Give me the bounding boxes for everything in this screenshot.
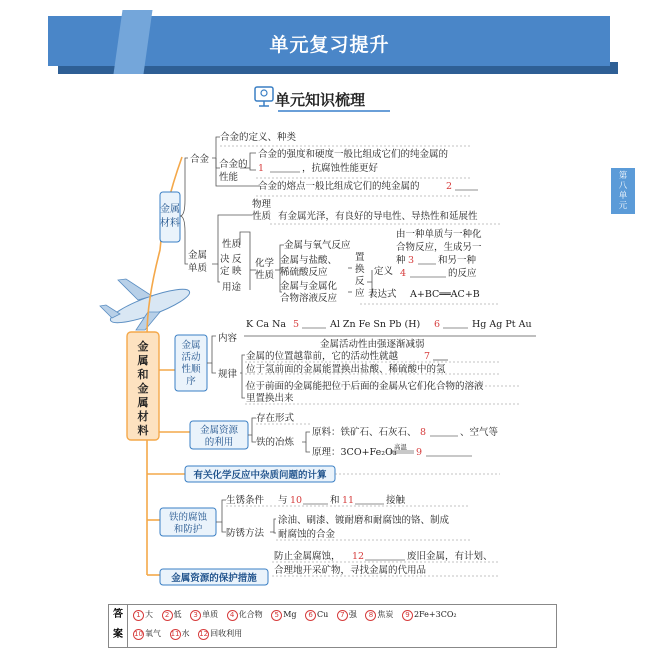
node-label: 有关化学反应中杂质问题的计算 <box>193 470 327 481</box>
series-a: K Ca Na <box>246 319 287 330</box>
node-metal-element: 金属 <box>188 250 208 261</box>
blank-circle: 3 <box>408 255 415 266</box>
expr: A+BC══AC+B <box>410 289 480 300</box>
answer-item: 5 Mg <box>271 610 296 619</box>
answer-label-char: 案 <box>113 629 123 640</box>
reflect-label: 映 <box>232 266 242 277</box>
rule-text: 位于前面的金属能把位于后面的金属从它们化合物的溶液 <box>246 381 484 392</box>
blank-circle: 1 <box>258 163 265 174</box>
cond-text: 和 <box>330 495 340 506</box>
acid-reaction: 稀硫酸反应 <box>280 267 328 278</box>
cond-text: 高温 <box>394 443 407 451</box>
answer-label-char: 答 <box>113 609 123 620</box>
blank-circle: 11 <box>342 495 355 506</box>
def-text: 和另一种 <box>438 255 477 266</box>
displace-label: 换 <box>355 264 365 275</box>
protect-text: 合理地开采矿物，寻找金属的代用品 <box>274 565 427 576</box>
raw-end: 、空气等 <box>460 427 499 438</box>
alloy-def: 合金的定义、种类 <box>220 132 297 143</box>
answer-item: 10 氧气 <box>134 629 161 638</box>
root-char: 和 <box>137 368 149 381</box>
node-label: 铁的腐蚀 <box>168 512 208 523</box>
displace-label: 反 <box>355 276 365 287</box>
def-text: 种 <box>396 255 406 266</box>
def-label: 定义 <box>374 266 394 277</box>
def-text: 合物反应，生成另一 <box>396 242 482 253</box>
answer-row-1 <box>133 609 463 621</box>
prop-node: 性质 <box>222 239 242 250</box>
answer-item: 4 化合物 <box>227 610 263 619</box>
side-tab-char: 八 <box>618 181 628 191</box>
node-label: 性顺 <box>181 364 201 375</box>
cond-text: 与 <box>278 495 288 506</box>
blank-circle: 10 <box>290 495 303 506</box>
alloy-prop-label: 性能 <box>219 172 239 183</box>
decide-label: 定 <box>220 266 230 277</box>
principle-text: 原理：3CO+Fe₂O₃ <box>312 447 397 458</box>
o2-reaction: 金属与氧气反应 <box>284 240 351 251</box>
answer-row-2 <box>133 628 248 640</box>
series-note: 金属活动性由强逐渐减弱 <box>320 339 425 350</box>
answer-item: 11 水 <box>170 629 190 638</box>
answer-item: 2 低 <box>162 610 182 619</box>
alloy-prop-label: 合金的 <box>219 159 248 170</box>
use-node: 用途 <box>222 282 242 293</box>
node-label: 金属 <box>160 204 180 215</box>
side-tab-char: 第 <box>618 171 628 181</box>
root-char: 料 <box>137 424 149 437</box>
root-char: 属 <box>137 396 149 409</box>
rule-text: 金属的位置越靠前，它的活动性就越 <box>246 351 399 362</box>
section-title: 单元知识梳理 <box>275 91 366 109</box>
node-alloy: 合金 <box>190 154 210 165</box>
cond-label: 生锈条件 <box>226 495 265 506</box>
decide-label: 决 <box>220 254 230 265</box>
answer-item: 8 焦炭 <box>365 610 393 619</box>
rule-text: 位于氢前面的金属能置换出盐酸、稀硫酸中的氢 <box>246 364 446 375</box>
root-char: 金 <box>137 340 149 353</box>
node-metal-element: 单质 <box>188 263 208 274</box>
blank-circle: 9 <box>416 447 423 458</box>
blank-circle: 7 <box>424 351 431 362</box>
side-tab-char: 单 <box>618 191 628 201</box>
phys-text: 有金属光泽，有良好的导电性、导热性和延展性 <box>278 211 478 222</box>
protect-text: 防止金属腐蚀， <box>274 551 341 562</box>
phys-label: 性质 <box>252 211 272 222</box>
answer-label <box>109 605 128 647</box>
answer-box <box>108 604 557 648</box>
node-label: 和防护 <box>173 524 203 535</box>
chem-label: 性质 <box>255 270 275 281</box>
answer-item: 7 强 <box>337 610 357 619</box>
blank-circle: 6 <box>434 319 441 330</box>
series-c: Hg Ag Pt Au <box>472 319 532 330</box>
def-text: 由一种单质与一种化 <box>396 229 482 240</box>
chem-label: 化学 <box>255 258 275 269</box>
node-label: 金属 <box>181 340 201 351</box>
node-metal-materials <box>160 192 180 242</box>
def-text: 的反应 <box>448 268 477 279</box>
root-char: 属 <box>137 354 149 367</box>
node-label: 金属资源的保护措施 <box>171 573 257 584</box>
melt-line: 合金的熔点一般比组成它们的纯金属的 <box>258 181 420 192</box>
answer-item: 6 Cu <box>305 610 328 619</box>
phys-label: 物理 <box>252 199 272 210</box>
node-label: 活动 <box>181 352 201 363</box>
answer-item: 9 2Fe+3CO₂ <box>402 610 457 619</box>
acid-reaction: 金属与盐酸、 <box>280 255 338 266</box>
salt-reaction: 金属与金属化 <box>280 281 338 292</box>
blank-circle: 5 <box>293 319 300 330</box>
side-tab-char: 元 <box>618 201 628 211</box>
rule-text: 里置换出来 <box>246 393 294 404</box>
prevent-text: 涂油、刷漆、镀耐磨和耐腐蚀的铬、制成 <box>278 515 450 526</box>
root-char: 金 <box>137 382 149 395</box>
blank-circle: 2 <box>446 181 453 192</box>
reflect-label: 反 <box>232 254 242 265</box>
content-label: 内容 <box>218 333 238 344</box>
series-b: Al Zn Fe Sn Pb (H) <box>330 319 421 330</box>
displace-label: 置 <box>355 252 365 263</box>
prevent-label: 防锈方法 <box>226 528 265 539</box>
cond-text: 接触 <box>386 495 406 506</box>
raw-text: 原料：铁矿石、石灰石、 <box>312 427 417 438</box>
expr-label: 表达式 <box>368 289 397 300</box>
answer-item: 1 大 <box>133 610 153 619</box>
page-title: 单元复习提升 <box>269 34 390 56</box>
protect-text: 废旧金属，有计划、 <box>407 551 493 562</box>
salt-reaction: 合物溶液反应 <box>280 293 338 304</box>
prop-line2: ，抗腐蚀性能更好 <box>302 163 379 174</box>
blank-circle: 12 <box>352 551 365 562</box>
displace-label: 应 <box>355 288 365 299</box>
prevent-text: 耐腐蚀的合金 <box>278 529 336 540</box>
blank-circle: 4 <box>400 268 407 279</box>
answer-item: 12 回收利用 <box>199 629 243 638</box>
blank-circle: 8 <box>420 427 427 438</box>
node-label: 的利用 <box>204 437 234 448</box>
rule-label: 规律 <box>218 369 238 380</box>
root-char: 材 <box>137 410 149 423</box>
node-label: 序 <box>186 376 196 387</box>
airplane-icon <box>100 279 193 330</box>
node-label: 材料 <box>160 218 180 229</box>
answer-item: 3 单质 <box>190 610 218 619</box>
prop-line1: 合金的强度和硬度一般比组成它们的纯金属的 <box>258 149 449 160</box>
iron-smelt: 铁的冶炼 <box>256 437 295 448</box>
form-text: 存在形式 <box>256 413 295 424</box>
node-label: 金属资源 <box>199 425 239 436</box>
